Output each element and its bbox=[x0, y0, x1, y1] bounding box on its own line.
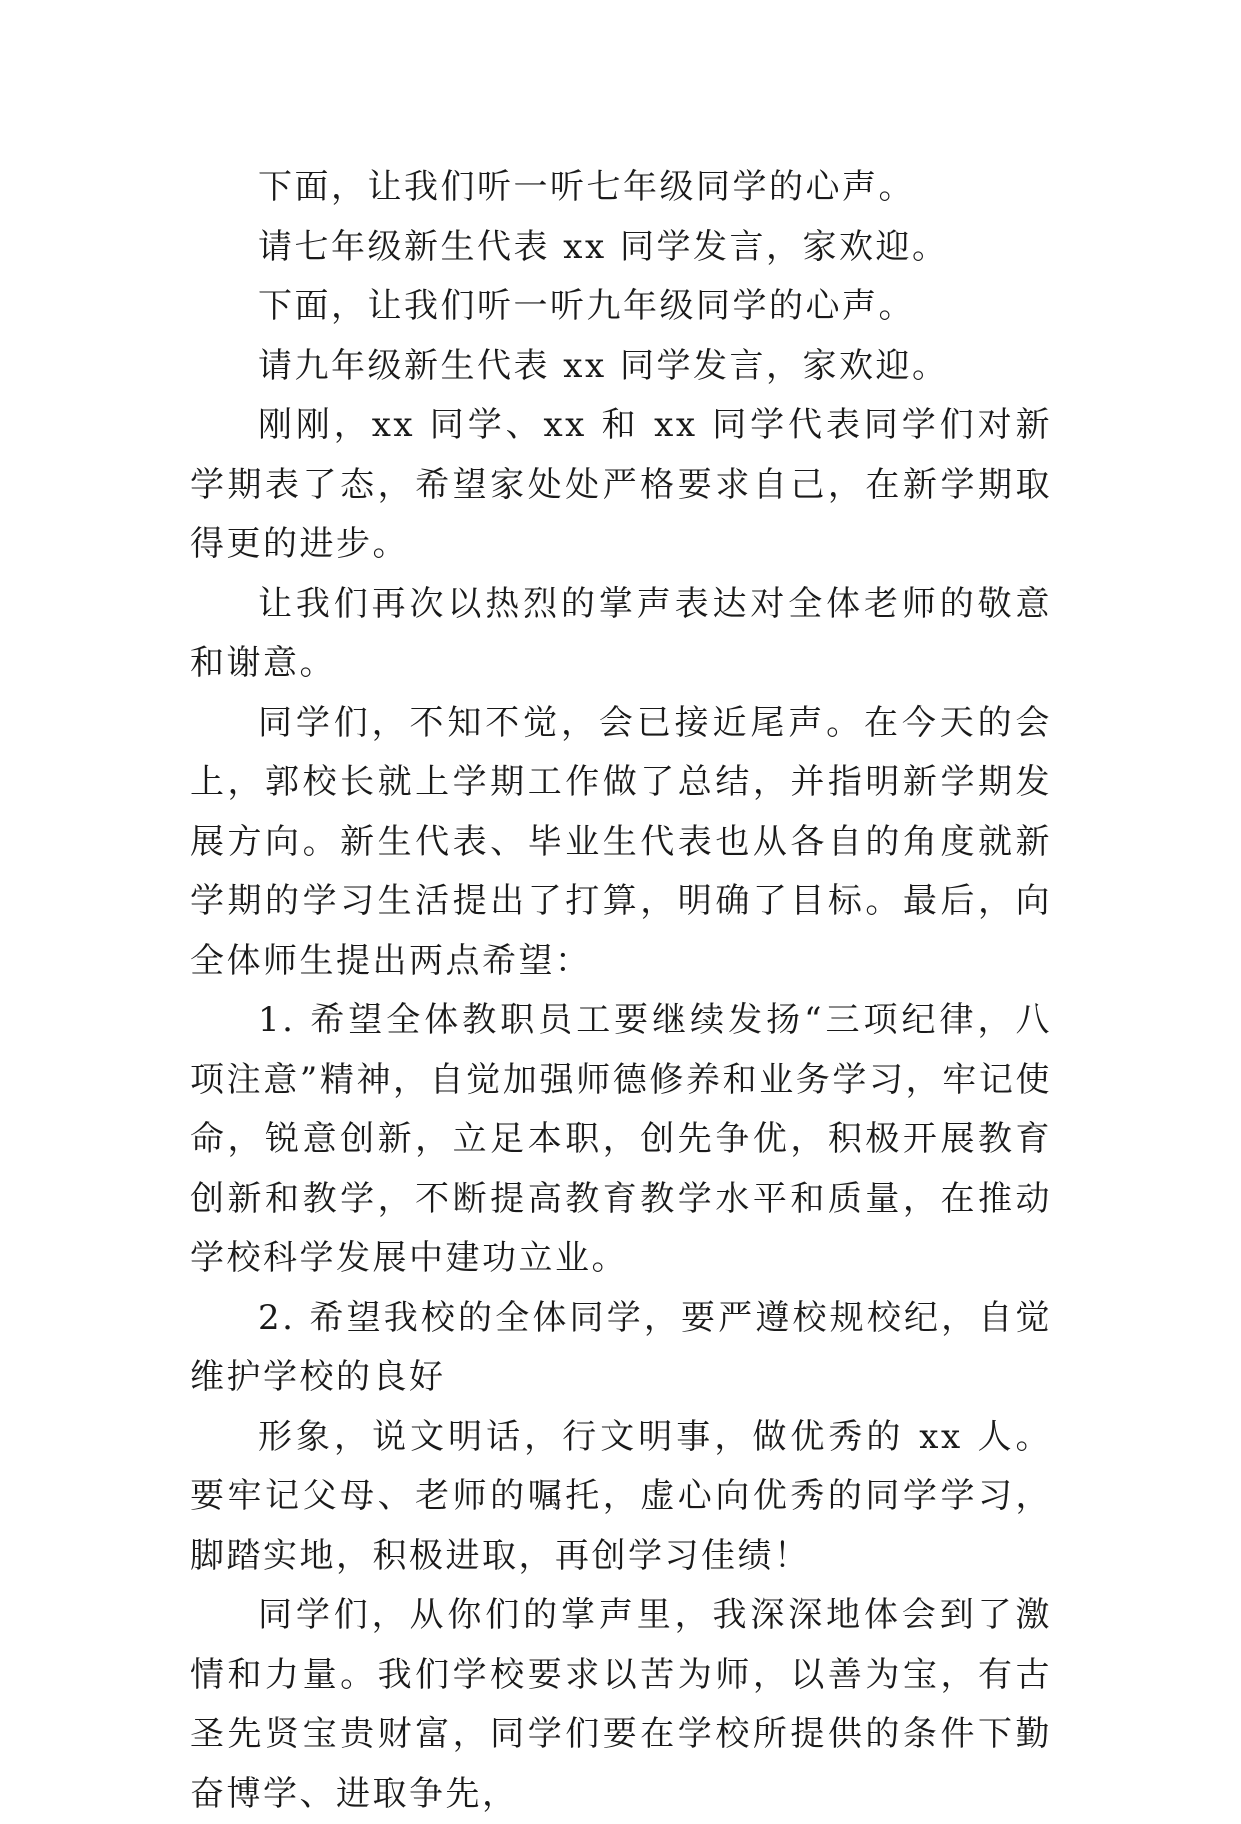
paragraph-4: 请九年级新生代表 xx 同学发言，家欢迎。 bbox=[258, 345, 949, 386]
paragraph-7: 同学们，不知不觉，会已接近尾声。在今天的会上，郭校长就上学期工作做了总结，并指明新学期发展方向。新生代表、毕业生代表也从各自的角度就新学期的学习生活提出了打算，明确了目标。最后，向全体师生提出两点希望： bbox=[190, 702, 1052, 981]
document-body bbox=[190, 158, 1052, 1824]
paragraph-9: 2. 希望我校的全体同学，要严遵校规校纪，自觉维护学校的良好 bbox=[190, 1297, 1052, 1397]
paragraph-6: 让我们再次以热烈的掌声表达对全体老师的敬意和谢意。 bbox=[190, 583, 1052, 683]
paragraph-11: 同学们，从你们的掌声里，我深深地体会到了激情和力量。我们学校要求以苦为师，以善为宝，有古圣先贤宝贵财富，同学们要在学校所提供的条件下勤奋博学、进取争先， bbox=[190, 1595, 1052, 1814]
paragraph-10: 形象，说文明话，行文明事，做优秀的 xx 人。要牢记父母、老师的嘱托，虚心向优秀的同学学习，脚踏实地，积极进取，再创学习佳绩！ bbox=[190, 1416, 1052, 1576]
paragraph-3: 下面，让我们听一听九年级同学的心声。 bbox=[258, 286, 915, 326]
paragraph-8: 1. 希望全体教职员工要继续发扬“三项纪律，八项注意”精神，自觉加强师德修养和业务学习，牢记使命，锐意创新，立足本职，创先争优，积极开展教育创新和教学，不断提高教育教学水平和质量，在推动学校科学发展中建功立业。 bbox=[190, 1000, 1052, 1278]
paragraph-1: 下面，让我们听一听七年级同学的心声。 bbox=[258, 167, 915, 207]
paragraph-5: 刚刚，xx 同学、xx 和 xx 同学代表同学们对新学期表了态，希望家处处严格要求自己，在新学期取得更的进步。 bbox=[190, 405, 1052, 564]
paragraph-2: 请七年级新生代表 xx 同学发言，家欢迎。 bbox=[258, 226, 949, 267]
